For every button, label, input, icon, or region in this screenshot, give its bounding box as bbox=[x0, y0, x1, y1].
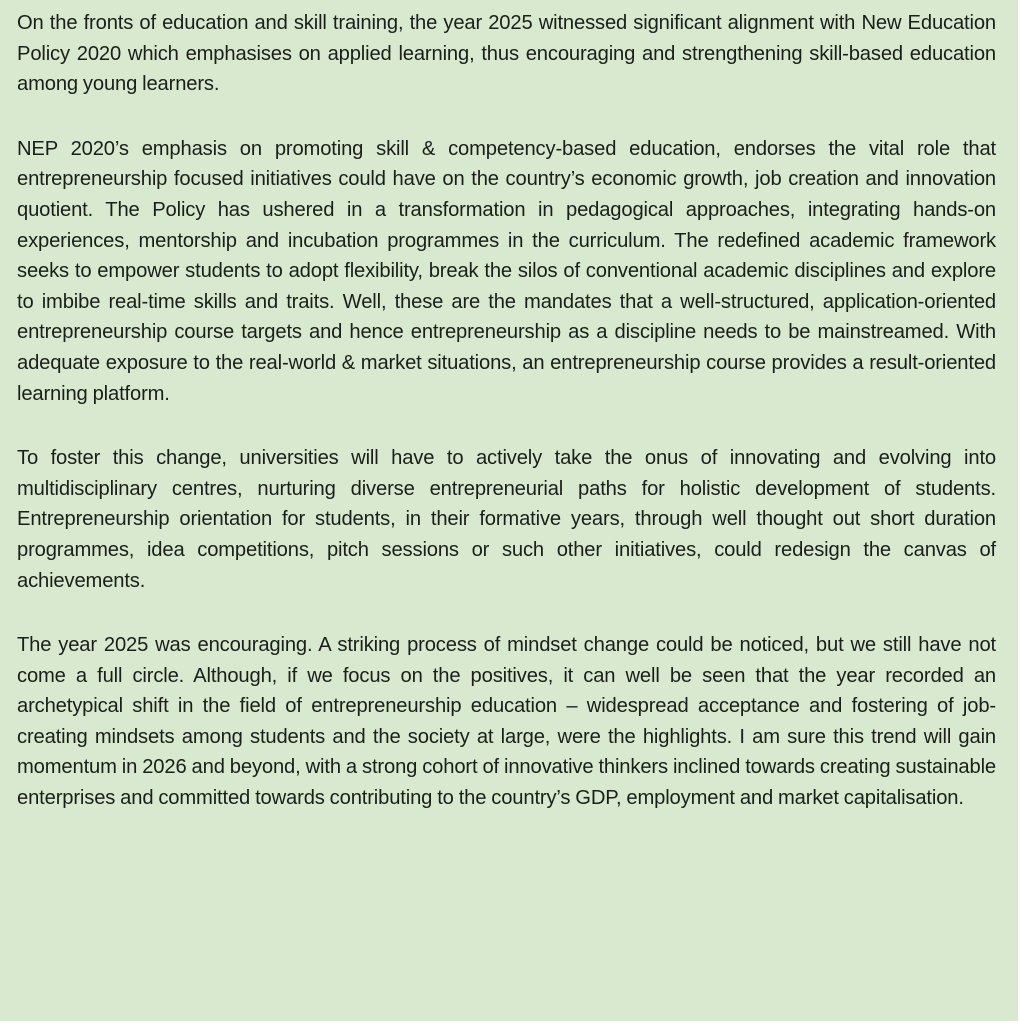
paragraph-year-2025-outlook: The year 2025 was encouraging. A striking process of mindset change could be noticed, but we still have not come a full circle. Although, if we focus on the positives, it can well be seen that the year recorded an archetypical shift in the field of entrepreneurship education – widespread acceptance and fostering of job-creating mindsets among students and the society at large, were the highlights. I am sure this trend will gain momentum in 2026 and beyond, with a strong cohort of innovative thinkers inclined towards creating sustainable enterprises and committed towards contributing to the country’s GDP, employment and market capitalisation. bbox=[17, 634, 996, 810]
paragraph-nep-emphasis: NEP 2020’s emphasis on promoting skill & competency-based education, endorses the vital role that entrepreneurship focused initiatives could have on the country’s economic growth, job creation and innovation quotient. The Policy has ushered in a transformation in pedagogical approaches, integrating hands-on experiences, mentorship and incubation programmes in the curriculum. The redefined academic framework seeks to empower students to adopt flexibility, break the silos of conventional academic disciplines and explore to imbibe real-time skills and traits. Well, these are the mandates that a well-structured, application-oriented entrepreneurship course targets and hence entrepreneurship as a discipline needs to be mainstreamed. With adequate exposure to the real-world & market situations, an entrepreneurship course provides a result-oriented learning platform. bbox=[17, 137, 996, 405]
paragraph-education-alignment: On the fronts of education and skill training, the year 2025 witnessed significant alignment with New Education Policy 2020 which emphasises on applied learning, thus encouraging and strengthening skill-based education among young learners. bbox=[17, 12, 996, 96]
paragraph-universities-change: To foster this change, universities will have to actively take the onus of innovating and evolving into multidisciplinary centres, nurturing diverse entrepreneurial paths for holistic development of students. Entrepreneurship orientation for students, in their formative years, through well thought out short duration programmes, idea competitions, pitch sessions or such other initiatives, could redesign the canvas of achievements. bbox=[17, 447, 996, 592]
